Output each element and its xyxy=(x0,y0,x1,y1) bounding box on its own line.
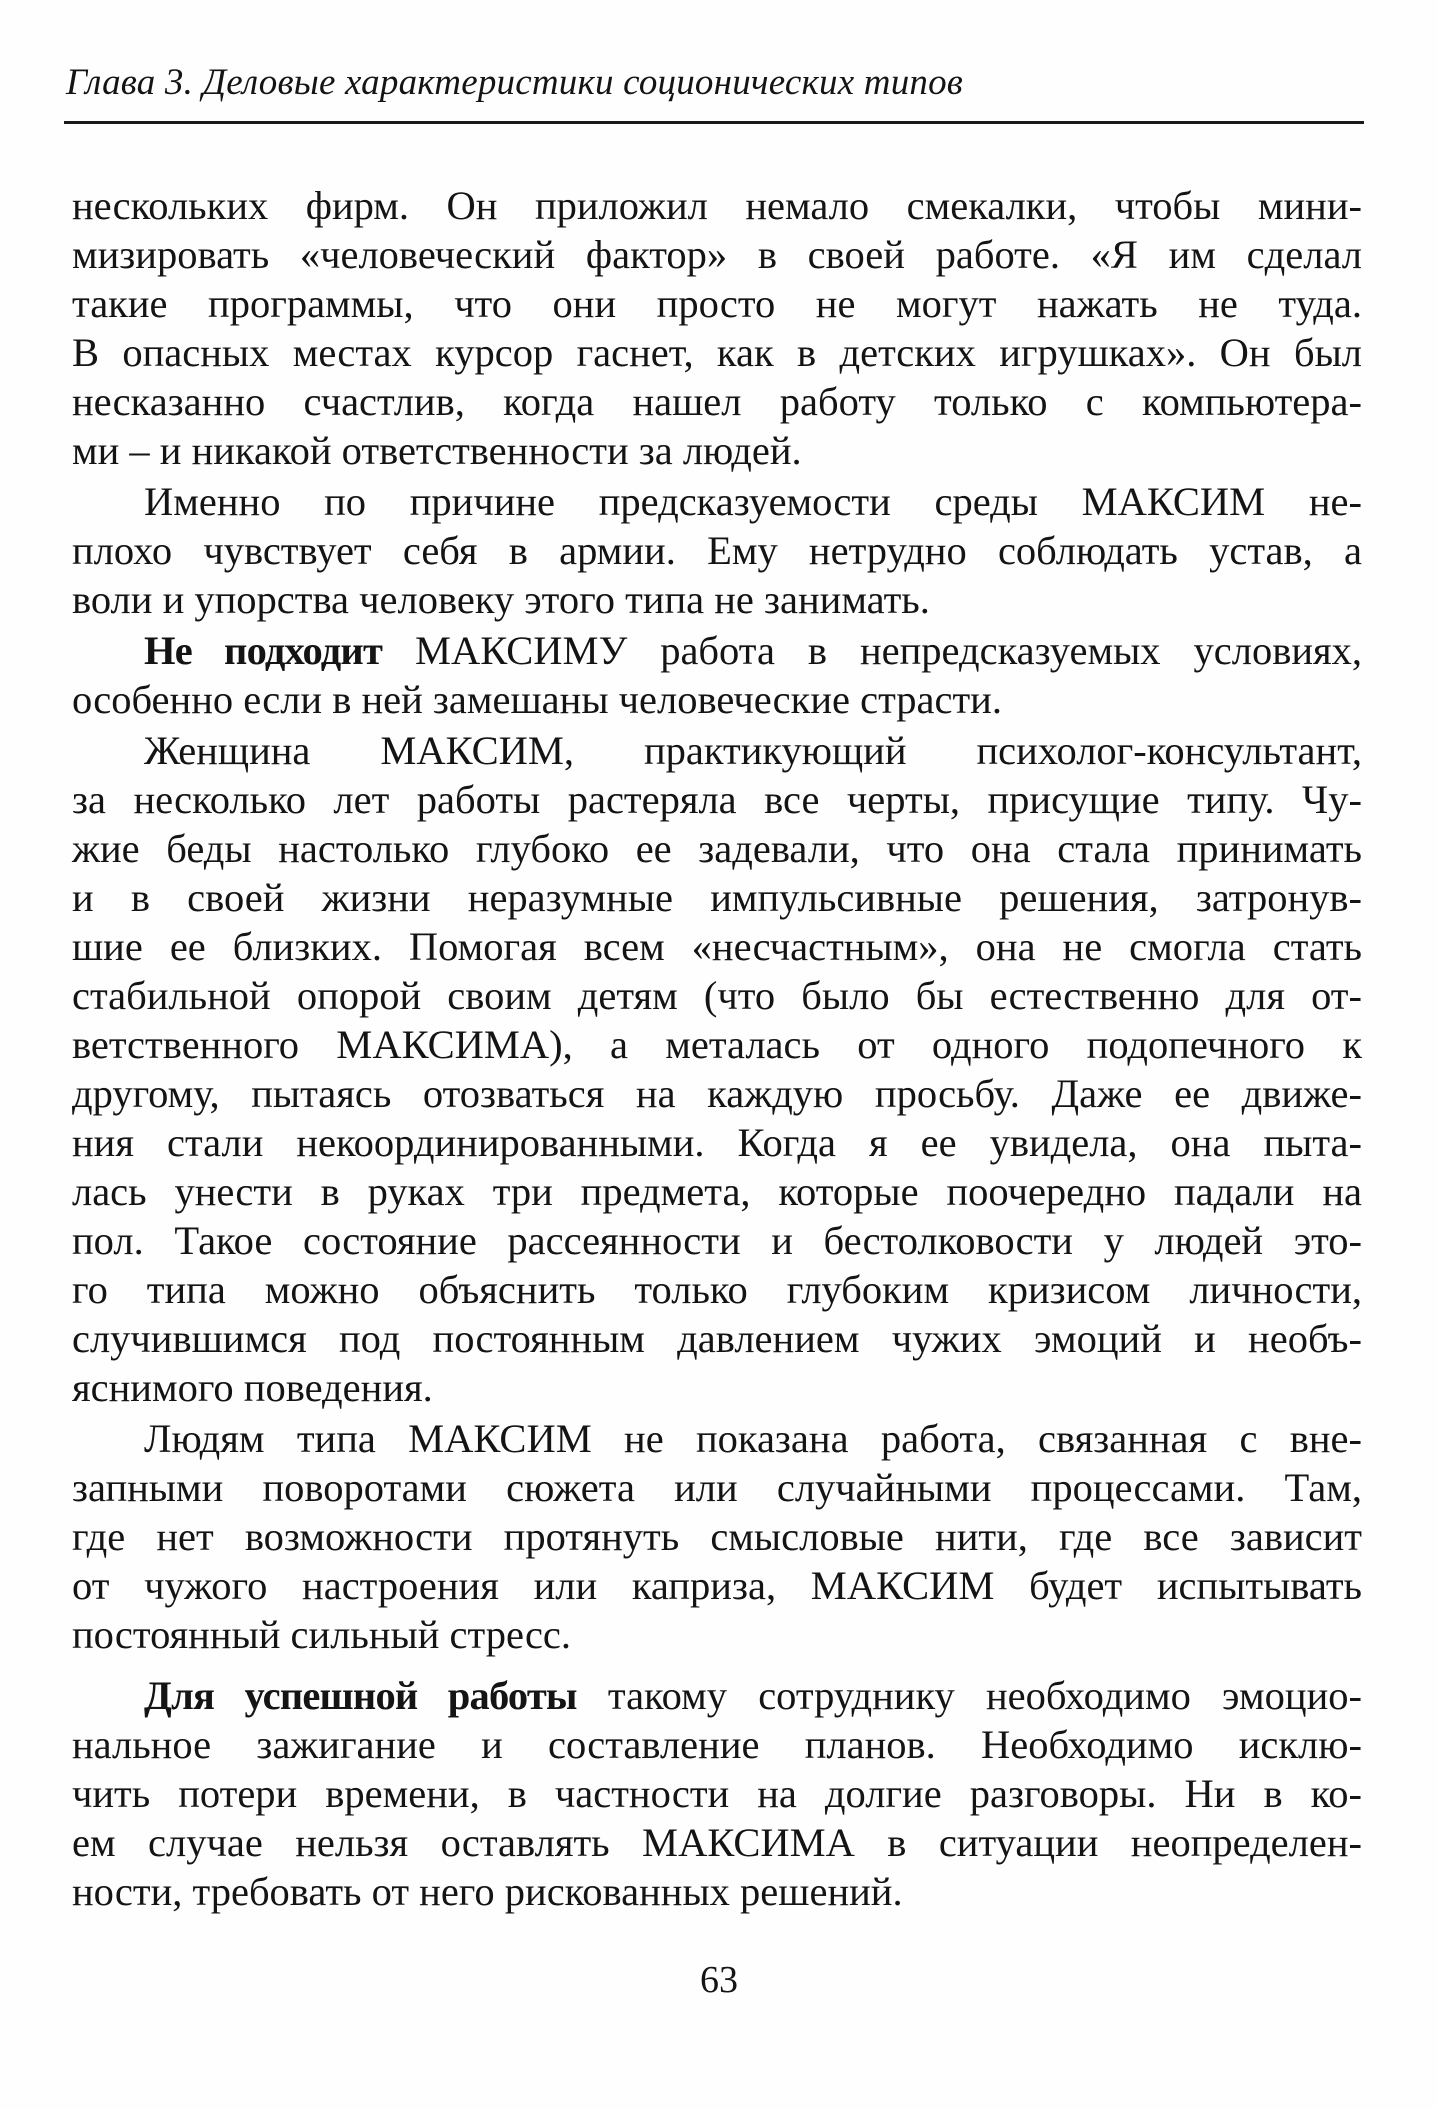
text-line: постоянный сильный стресс. xyxy=(72,1612,572,1657)
text-line: го типа можно объяснить только глубоким кризисом личности, xyxy=(72,1267,1362,1312)
header-divider xyxy=(64,121,1364,124)
text-line: яснимого поведения. xyxy=(72,1365,433,1410)
text-line: ния стали некоординированными. Когда я ее увидела, она пыта- xyxy=(72,1120,1362,1165)
text-line xyxy=(72,1671,1362,1720)
text-line: нескольких фирм. Он приложил немало смекалки, чтобы мини- xyxy=(72,183,1362,228)
paragraph-2 xyxy=(72,477,1362,624)
text-line: запными поворотами сюжета или случайными процессами. Там, xyxy=(72,1465,1362,1510)
page-number: 63 xyxy=(700,1959,738,2001)
text-line: случившимся под постоянным давлением чужих эмоций и необъ- xyxy=(72,1316,1362,1361)
text-line xyxy=(72,626,1362,675)
text-line: другому, пытаясь отозваться на каждую просьбу. Даже ее движе- xyxy=(72,1071,1362,1116)
text-line: пол. Такое состояние рассеянности и бестолковости у людей это- xyxy=(72,1218,1362,1263)
paragraph-5 xyxy=(72,1414,1362,1659)
text-line: Именно по причине предсказуемости среды МАКСИМ не- xyxy=(144,479,1362,524)
text-line: плохо чувствует себя в армии. Ему нетрудно соблюдать устав, а xyxy=(72,528,1362,573)
text-line: от чужого настроения или каприза, МАКСИМ будет испытывать xyxy=(72,1563,1362,1608)
text-line: несказанно счастлив, когда нашел работу только с компьютера- xyxy=(72,379,1362,424)
text-line: чить потери времени, в частности на долгие разговоры. Ни в ко- xyxy=(72,1771,1362,1816)
paragraph-4 xyxy=(72,726,1362,1412)
text-line: и в своей жизни неразумные импульсивные решения, затронув- xyxy=(72,875,1362,920)
text-line: ветственного МАКСИМА), а металась от одного подопечного к xyxy=(72,1022,1362,1067)
text-line: ности, требовать от него рискованных решений. xyxy=(72,1869,903,1914)
text-line: нальное зажигание и составление планов. Необходимо исклю- xyxy=(72,1722,1362,1767)
text-line: воли и упорства человеку этого типа не занимать. xyxy=(72,577,930,622)
paragraph-1 xyxy=(72,181,1362,475)
text-line: такие программы, что они просто не могут нажать не туда. xyxy=(72,281,1362,326)
text-line: жие беды настолько глубоко ее задевали, что она стала принимать xyxy=(72,826,1362,871)
text-line: мизировать «человеческий фактор» в своей работе. «Я им сделал xyxy=(72,232,1362,277)
text-line: ем случае нельзя оставлять МАКСИМА в ситуации неопределен- xyxy=(72,1820,1362,1865)
text-run: МАКСИМУ работа в непредсказуемых условиях, xyxy=(382,628,1362,673)
text-line: лась унести в руках три предмета, которые поочередно падали на xyxy=(72,1169,1362,1214)
text-line: где нет возможности протянуть смысловые нити, где все зависит xyxy=(72,1514,1362,1559)
text-run: такому сотруднику необходимо эмоцио- xyxy=(576,1673,1363,1718)
bold-lead-phrase: Не подходит xyxy=(144,628,383,673)
paragraph-6 xyxy=(72,1671,1362,1916)
text-line: Людям типа МАКСИМ не показана работа, связанная с вне- xyxy=(144,1416,1362,1461)
body-text xyxy=(72,181,1362,1916)
running-header: Глава 3. Деловые характеристики соционических типов xyxy=(66,62,964,103)
text-line: шие ее близких. Помогая всем «несчастным», она не смогла стать xyxy=(72,924,1362,969)
text-line: В опасных местах курсор гаснет, как в детских игрушках». Он был xyxy=(72,330,1362,375)
text-line: ми – и никакой ответственности за людей. xyxy=(72,428,802,473)
paragraph-3 xyxy=(72,626,1362,724)
text-line: стабильной опорой своим детям (что было бы естественно для от- xyxy=(72,973,1362,1018)
text-line: особенно если в ней замешаны человеческие страсти. xyxy=(72,677,1002,722)
text-line: за несколько лет работы растеряла все черты, присущие типу. Чу- xyxy=(72,777,1362,822)
text-line: Женщина МАКСИМ, практикующий психолог-консультант, xyxy=(144,728,1362,773)
bold-lead-phrase: Для успешной работы xyxy=(144,1673,577,1718)
